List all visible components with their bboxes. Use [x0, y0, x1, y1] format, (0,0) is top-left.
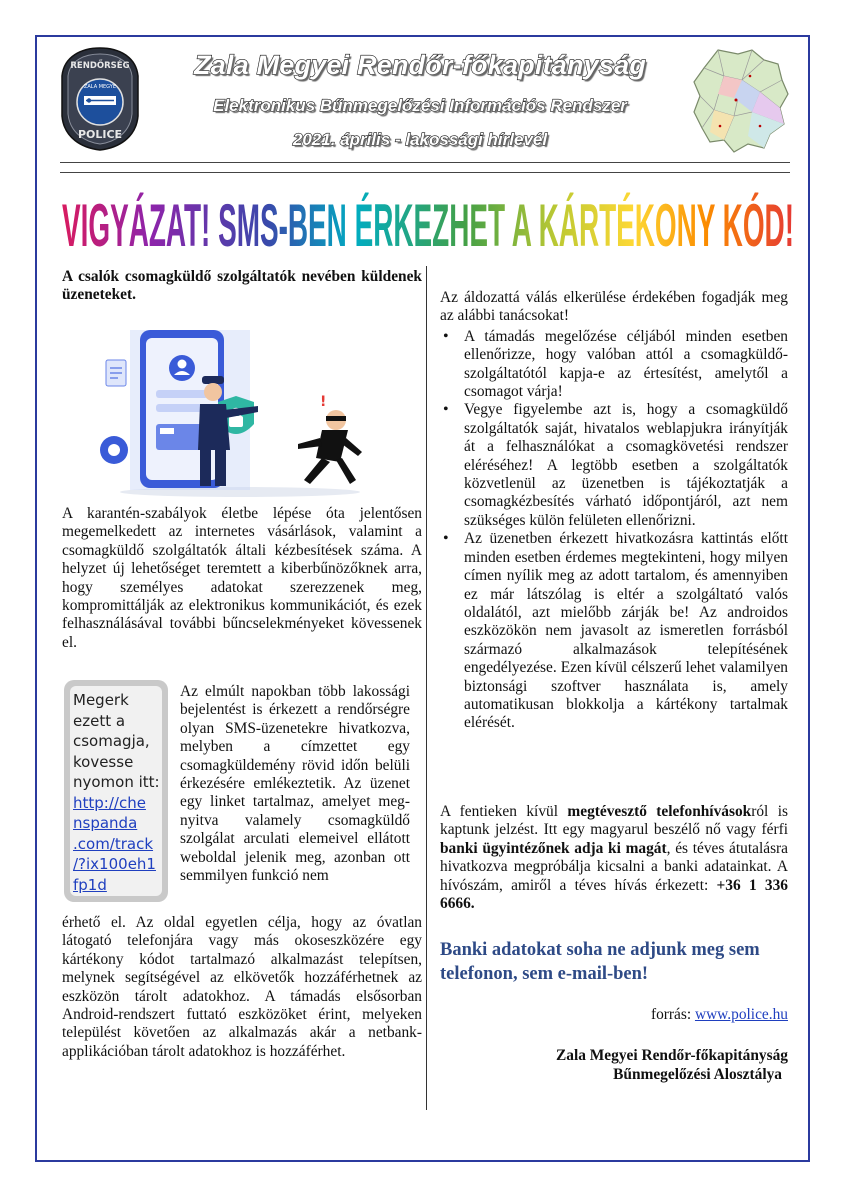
sms-line: kovesse	[73, 752, 134, 771]
source-label: forrás:	[650, 1006, 695, 1023]
tip-item: • A támadás megelőzése céljából minden esetben ellenőrizze, hogy valóban attól a csomagküldő-szolgáltatótól kapja-e az értesítést, amelytől a csomagot várja!	[440, 328, 788, 402]
header-subtitle: Elektronikus Bűnmegelőzési Információs Rendszer	[213, 96, 627, 115]
right-intro: Az áldozattá válás elkerülése érdekében fogadják meg az alábbi tanácsokat!	[440, 289, 788, 325]
calls-text: , és téves átutalásra hivatkozva megpróbálja kicsalni a banki adatainkat. A hívószám, amiről a téves hívás érkezett:	[440, 839, 789, 894]
document-icon	[106, 360, 126, 386]
column-divider	[426, 266, 427, 1110]
left-para-2-block	[180, 683, 410, 885]
svg-text:!: !	[320, 394, 327, 410]
left-column	[62, 268, 422, 305]
signature-line-2: Bűnmegelőzési Alosztálya	[613, 1066, 782, 1083]
calls-text: ról is kaptunk jelzést. Itt egy magyarul beszélő nő vagy férfi	[440, 803, 789, 839]
calls-bold: megtévesztő telefonhívások	[567, 803, 752, 820]
sms-screenshot	[64, 680, 168, 902]
calls-paragraph	[440, 803, 788, 913]
illustration-image	[100, 320, 380, 500]
left-para-2: Az elmúlt napokban több lakossági bejelentést is érkezett a rendőrségre olyan SMS-üzenetekre hivatkozva, melyben a címzettet egy csomagküldemény rövid időn belüli érkezésére emlékeztetik. Az üzenet egy linket tartalmaz, amelyet megnyitva valamely csomagküldő szolgálat arculati elemeivel ellátott weboldal jelenik meg, azonban ott semmilyen funkció nem	[180, 683, 410, 885]
badge-top-text: RENDŐRSÉG	[70, 61, 130, 71]
source-line	[440, 1006, 788, 1024]
right-column	[440, 289, 788, 733]
signature	[440, 1046, 788, 1084]
left-para-block	[62, 505, 422, 652]
sms-line: Megerk	[73, 691, 129, 709]
header-rule-bottom	[60, 172, 790, 173]
left-para-3: érhető el. Az oldal egyetlen célja, hogy az óvatlan látogató telefonjára vagy más okoseszközére egy kártékony kódot tartalmazó alkalmazást telepítsen, melynek segítségével az elkövetők hozzáférhetnek az eszközön tárolt adatokhoz. A támadás elsősorban Android-rendszert futtató eszközöket érint, melyeken települést követően az alkalmazás akár a netbank-applikációban tárolt adatokhoz is hozzáférhet.	[62, 914, 422, 1060]
tip-item: • Vegye figyelembe azt is, hogy a csomagküldő szolgáltatók saját, hivatalos weblapjukra irányítják át a felhasználókat a csomagkövetési rendszer eléréséhez! A legtöbb esetben a szolgáltatók közvetlenül az üzenetben is tájékoztatják a csomagkézbesítés várható időpontjáról, azt nem szükséges külön felületen ellenőrizni.	[440, 401, 788, 530]
source-link[interactable]: www.police.hu	[694, 1006, 788, 1023]
sms-link-line[interactable]: /?ix100eh1	[73, 855, 156, 873]
gear-icon	[100, 436, 128, 464]
headline-text: VIGYÁZAT! SMS-BEN ÉRKEZHET A KÁRTÉKONY KÓD!	[62, 192, 794, 256]
sms-line: csomagja,	[73, 732, 150, 750]
phone-number: +36 1 336 6666.	[440, 876, 788, 913]
sms-link-line[interactable]: .com/track	[73, 834, 154, 853]
sms-message	[70, 686, 162, 896]
badge-mid-text: ZALA MEGYE	[83, 84, 117, 90]
tips-list	[440, 328, 788, 733]
calls-paragraph-block	[440, 803, 788, 913]
left-para-3-block	[62, 914, 422, 1061]
thief-icon	[298, 394, 362, 484]
tip-item: • Az üzenetben érkezett hivatkozásra kattintás előtt minden esetben érdemes megtekinteni, hogy milyen címen nyílik meg az adott tartalom, és amennyiben ez már látszólag is eltér a szolgáltató valós oldalától, azt mielőbb zárják be! Az androidos eszközökön nem javasolt az ismeretlen forrásból származó alkalmazások telepítésének engedélyezése. Ezen kívül célszerű lehet valamilyen biztonsági szoftver használata is, amely automatikusan blokkolja a kártékony tartalmak elérését.	[440, 530, 788, 732]
header-edition: 2021. április - lakossági hírlevél	[292, 130, 548, 149]
badge-bottom-text: POLICE	[77, 128, 123, 141]
headline	[58, 186, 798, 256]
header-title: Zala Megyei Rendőr-főkapitányság	[193, 50, 646, 80]
header-rule-top	[60, 162, 790, 163]
signature-line-1: Zala Megyei Rendőr-főkapitányság	[556, 1047, 788, 1064]
calls-bold: banki ügyintézőnek adja ki magát	[440, 839, 667, 857]
police-badge-logo	[60, 46, 140, 151]
calls-text: A fentieken kívül	[440, 803, 568, 820]
left-intro: A csalók csomagküldő szolgáltatók nevében küldenek üzeneteket.	[62, 268, 422, 304]
left-para-1: A karantén-szabályok életbe lépése óta jelentősen megemelkedett az internetes vásárlások, valamint a csomagküldő szolgáltatók általi kézbesítések száma. A helyzet új lehetőséget teremtett a kiberbűnözőknek arra, hogy személyes adatokat szerezzenek meg, kompromittálják az elektronikus kommunikációt, és ezek felhasználásával további bűncselekményeket kövessenek el.	[62, 505, 422, 651]
sms-link-line[interactable]: http://che	[73, 793, 146, 812]
sms-link-line[interactable]: fp1d	[73, 875, 107, 894]
sms-line: ezett a	[73, 711, 126, 730]
county-map-image	[690, 46, 790, 154]
sms-link-line[interactable]: nspanda	[73, 814, 138, 832]
sms-line: nyomon itt:	[73, 773, 160, 791]
warning-callout: Banki adatokat soha ne adjunk meg sem telefonon, sem e-mail-ben!	[440, 940, 760, 984]
